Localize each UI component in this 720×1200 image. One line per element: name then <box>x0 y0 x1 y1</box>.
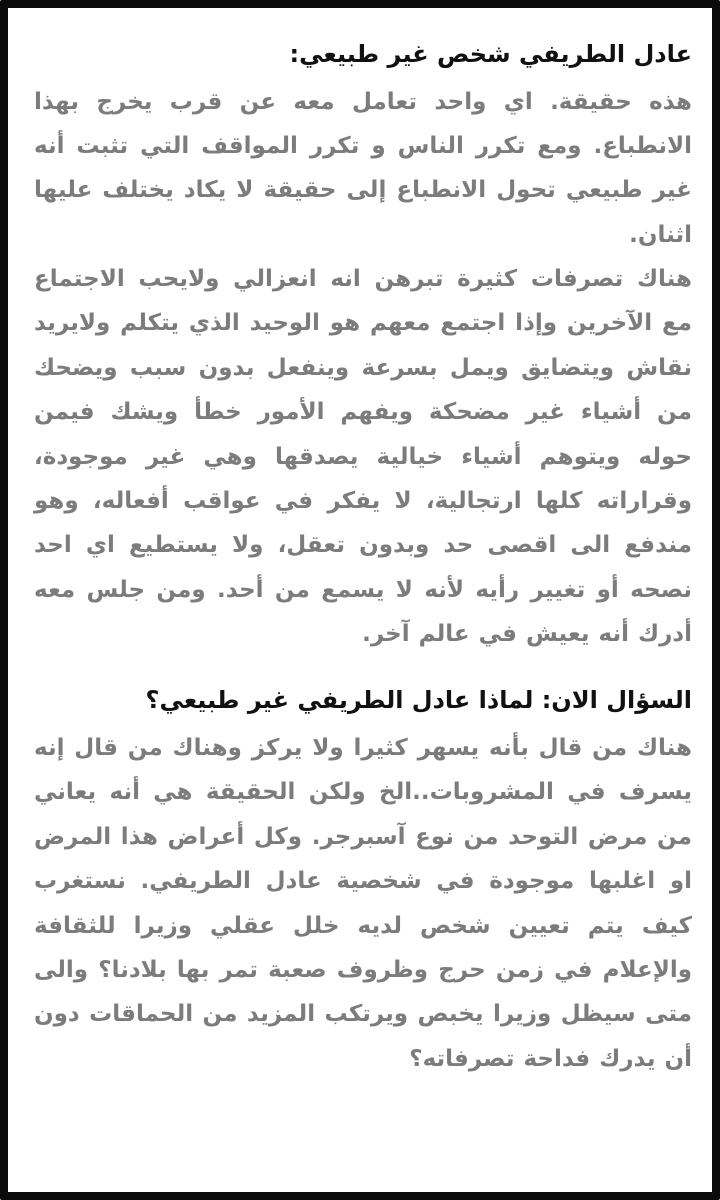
article-title: عادل الطريفي شخص غير طبيعي: <box>289 40 692 68</box>
question-title: السؤال الان: لماذا عادل الطريفي غير طبيعي؟ <box>145 686 692 715</box>
article-body <box>34 38 692 1081</box>
article-paragraph-3: هناك من قال بأنه يسهر كثيرا ولا يركز وهناك من قال إنه يسرف في المشروبات..الخ ولكن الحقيقة هي أنه يعاني من مرض التوحد من نوع آسبرجر. وكل أعراض هذا المرض او اغلبها موجودة في شخصية عادل الطريفي. نستغرب كيف يتم تعيين شخص لديه خلل عقلي وزيرا للثقافة والإعلام في زمن حرج وظروف صعبة تمر بها بلادنا؟ والى متى سيظل وزيرا يخبص ويرتكب المزيد من الحماقات دون أن يدرك فداحة تصرفاته؟ <box>34 735 692 1072</box>
article-paragraph-2: هناك تصرفات كثيرة تبرهن انه انعزالي ولايحب الاجتماع مع الآخرين وإذا اجتمع معهم هو الوحيد الذي يتكلم ولايريد نقاش ويتضايق ويمل بسرعة وينفعل بدون سبب ويضحك من أشياء غير مضحكة ويفهم الأمور خطأ ويشك فيمن حوله ويتوهم أشياء خيالية يصدقها وهي غير موجودة، وقراراته كلها ارتجالية، لا يفكر في عواقب أفعاله، وهو مندفع الى اقصى حد وبدون تعقل، ولا يستطيع اي احد نصحه أو تغيير رأيه لأنه لا يسمع من أحد. ومن جلس معه أدرك أنه يعيش في عالم آخر. <box>34 266 692 648</box>
article-paragraph-1: هذه حقيقة. اي واحد تعامل معه عن قرب يخرج بهذا الانطباع. ومع تكرر الناس و تكرر المواقف التي تثبت أنه غير طبيعي تحول الانطباع إلى حقيقة لا يكاد يختلف عليها اثنان. <box>34 88 692 248</box>
